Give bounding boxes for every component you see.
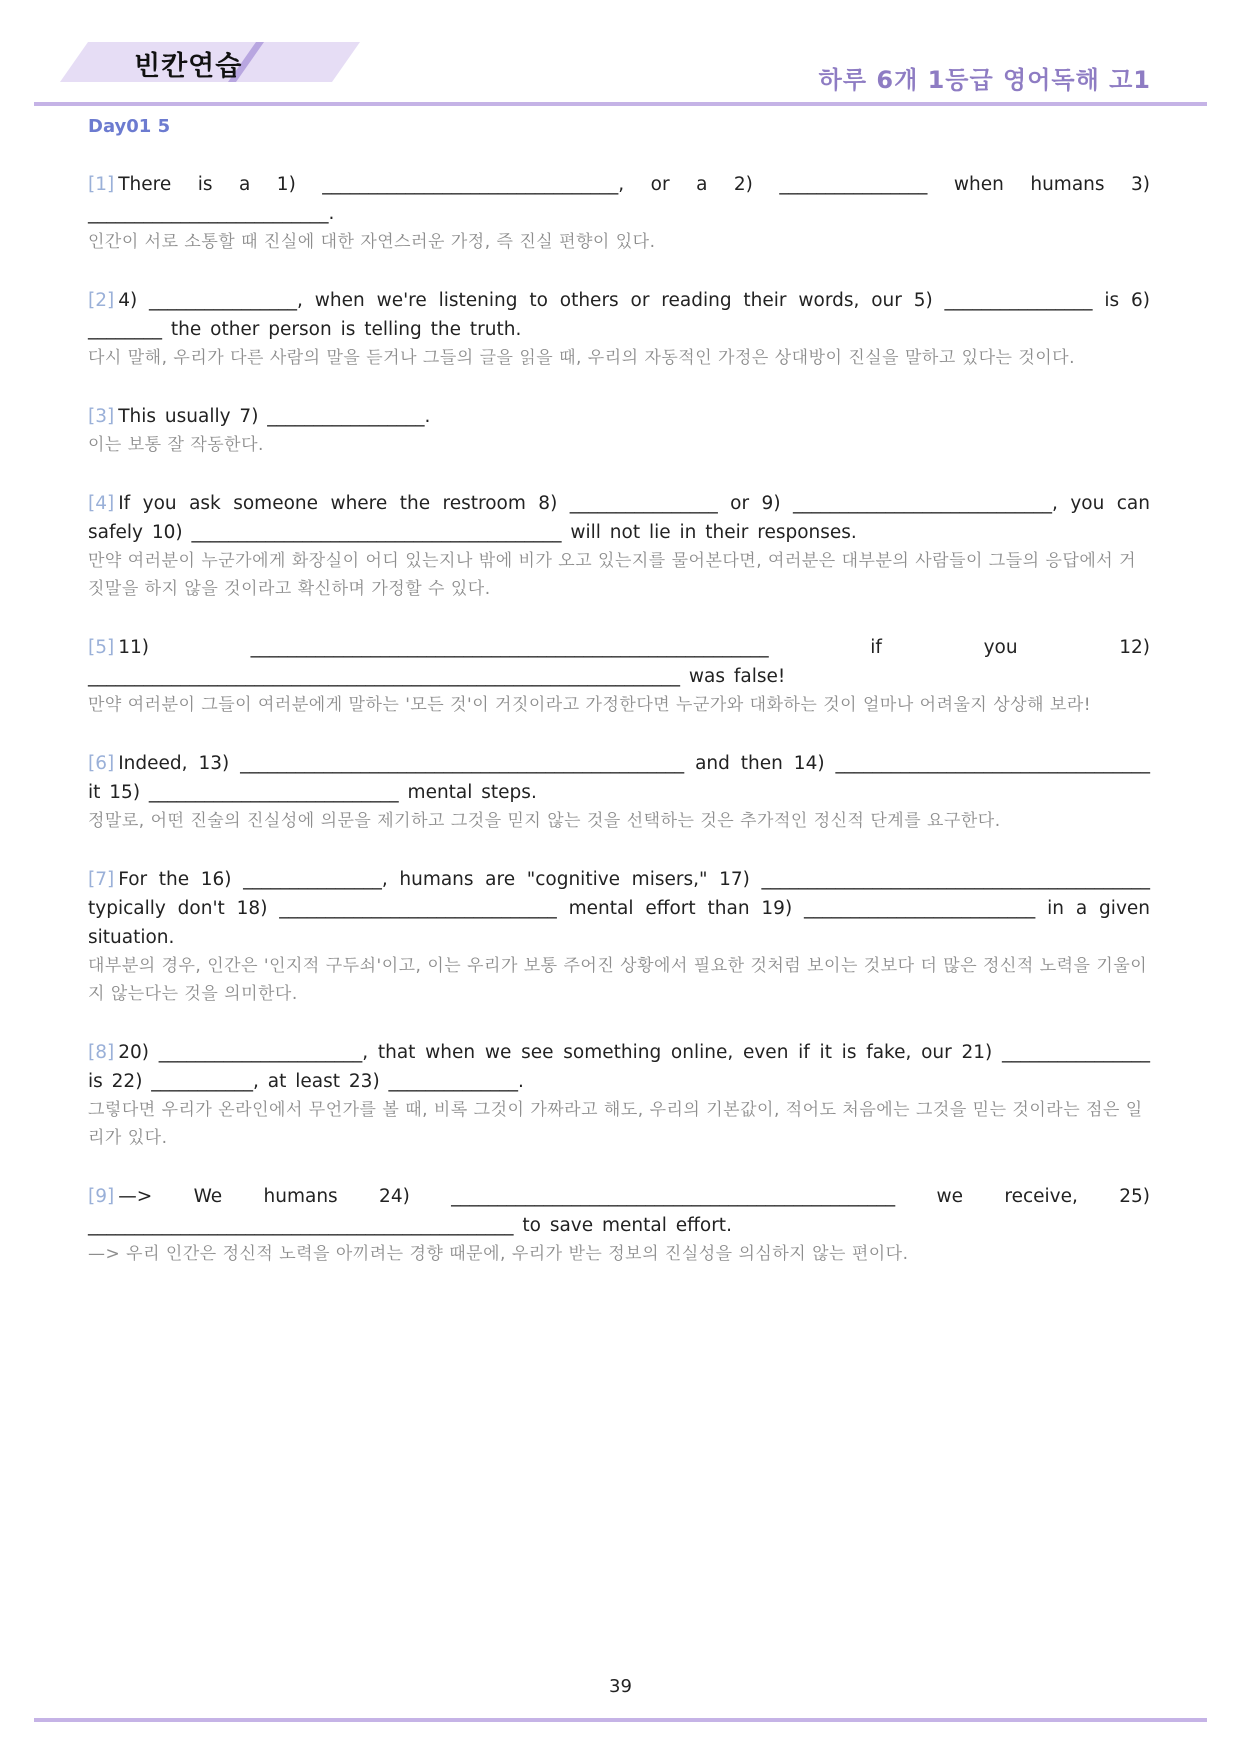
- english-sentence: [88, 749, 1150, 807]
- item-number: [4]: [88, 493, 115, 514]
- korean-translation: 만약 여러분이 그들이 여러분에게 말하는 '모든 것'이 거짓이라고 가정한다면 누군가와 대화하는 것이 얼마나 어려울지 상상해 보라!: [88, 695, 1092, 715]
- item-number: [5]: [88, 637, 115, 658]
- top-divider: [34, 102, 1207, 106]
- korean-translation: 만약 여러분이 누군가에게 화장실이 어디 있는지나 밖에 비가 오고 있는지를 물어본다면, 여러분은 대부분의 사람들이 그들의 응답에서 거짓말을 하지 않을 것이라고 확신하며 가정할 수 있다.: [88, 551, 1136, 599]
- english-sentence: [88, 286, 1150, 344]
- exercise-item-8: [88, 1038, 1150, 1152]
- item-number: [8]: [88, 1042, 115, 1063]
- english-text: 4) ________________, when we're listening to others or reading their words, our 5) ________________ is 6) ________ the other person is telling the truth.: [88, 290, 1150, 340]
- english-sentence: [88, 865, 1150, 952]
- exercise-item-2: [88, 286, 1150, 372]
- korean-translation: 인간이 서로 소통할 때 진실에 대한 자연스러운 가정, 즉 진실 편향이 있다.: [88, 232, 656, 252]
- day-label: Day01 5: [88, 116, 171, 137]
- english-text: This usually 7) _________________.: [118, 406, 431, 427]
- korean-translation: 정말로, 어떤 진술의 진실성에 의문을 제기하고 그것을 믿지 않는 것을 선택하는 것은 추가적인 정신적 단계를 요구한다.: [88, 811, 1001, 831]
- exercise-item-9: [88, 1182, 1150, 1268]
- english-text: There is a 1) ________________________________, or a 2) ________________ when humans 3) __________________________.: [88, 174, 1150, 224]
- item-number: [2]: [88, 290, 115, 311]
- item-number: [6]: [88, 753, 115, 774]
- exercise-item-3: [88, 402, 1150, 459]
- english-sentence: [88, 633, 1150, 691]
- exercise-item-6: [88, 749, 1150, 835]
- page-header: [0, 0, 1241, 110]
- bottom-divider: [34, 1718, 1207, 1722]
- english-text: 11) ________________________________________________________ if you 12) ________________________________________________________________ was false!: [88, 637, 1150, 687]
- english-sentence: [88, 170, 1150, 228]
- english-text: —> We humans 24) ________________________________________________ we receive, 25) ______________________________________________ to save mental effort.: [88, 1186, 1150, 1236]
- exercise-item-1: [88, 170, 1150, 256]
- exercise-item-5: [88, 633, 1150, 719]
- english-text: For the 16) _______________, humans are "cognitive misers," 17) __________________________________________ typically don't 18) ______________________________ mental effort than 19) _________________________ in a given situation.: [88, 869, 1150, 948]
- korean-translation: 이는 보통 잘 작동한다.: [88, 435, 264, 455]
- english-text: Indeed, 13) ________________________________________________ and then 14) __________________________________ it 15) ___________________________ mental steps.: [88, 753, 1150, 803]
- exercise-item-7: [88, 865, 1150, 1008]
- english-sentence: [88, 489, 1150, 547]
- item-number: [3]: [88, 406, 115, 427]
- english-sentence: [88, 1182, 1150, 1240]
- exercise-list: [88, 170, 1150, 1298]
- english-sentence: [88, 402, 1150, 431]
- page-number: 39: [609, 1676, 632, 1697]
- english-text: 20) ______________________, that when we see something online, even if it is fake, our 21) ________________ is 22) ___________, at least 23) ______________.: [88, 1042, 1150, 1092]
- korean-translation: 다시 말해, 우리가 다른 사람의 말을 듣거나 그들의 글을 읽을 때, 우리의 자동적인 가정은 상대방이 진실을 말하고 있다는 것이다.: [88, 348, 1076, 368]
- english-sentence: [88, 1038, 1150, 1096]
- item-number: [7]: [88, 869, 115, 890]
- section-title: 빈칸연습: [134, 51, 243, 82]
- item-number: [9]: [88, 1186, 115, 1207]
- english-text: If you ask someone where the restroom 8) ________________ or 9) ____________________________, you can safely 10) ________________________________________ will not lie in their responses.: [88, 493, 1150, 543]
- korean-translation: 대부분의 경우, 인간은 '인지적 구두쇠'이고, 이는 우리가 보통 주어진 상황에서 필요한 것처럼 보이는 것보다 더 많은 정신적 노력을 기울이지 않는다는 것을 의미한다.: [88, 956, 1148, 1004]
- korean-translation: 그렇다면 우리가 온라인에서 무언가를 볼 때, 비록 그것이 가짜라고 해도, 우리의 기본값이, 적어도 처음에는 그것을 믿는 것이라는 점은 일리가 있다.: [88, 1100, 1143, 1148]
- item-number: [1]: [88, 174, 115, 195]
- book-title: 하루 6개 1등급 영어독해 고1: [818, 66, 1151, 94]
- korean-translation: —> 우리 인간은 정신적 노력을 아끼려는 경향 때문에, 우리가 받는 정보의 진실성을 의심하지 않는 편이다.: [88, 1244, 909, 1264]
- exercise-item-4: [88, 489, 1150, 603]
